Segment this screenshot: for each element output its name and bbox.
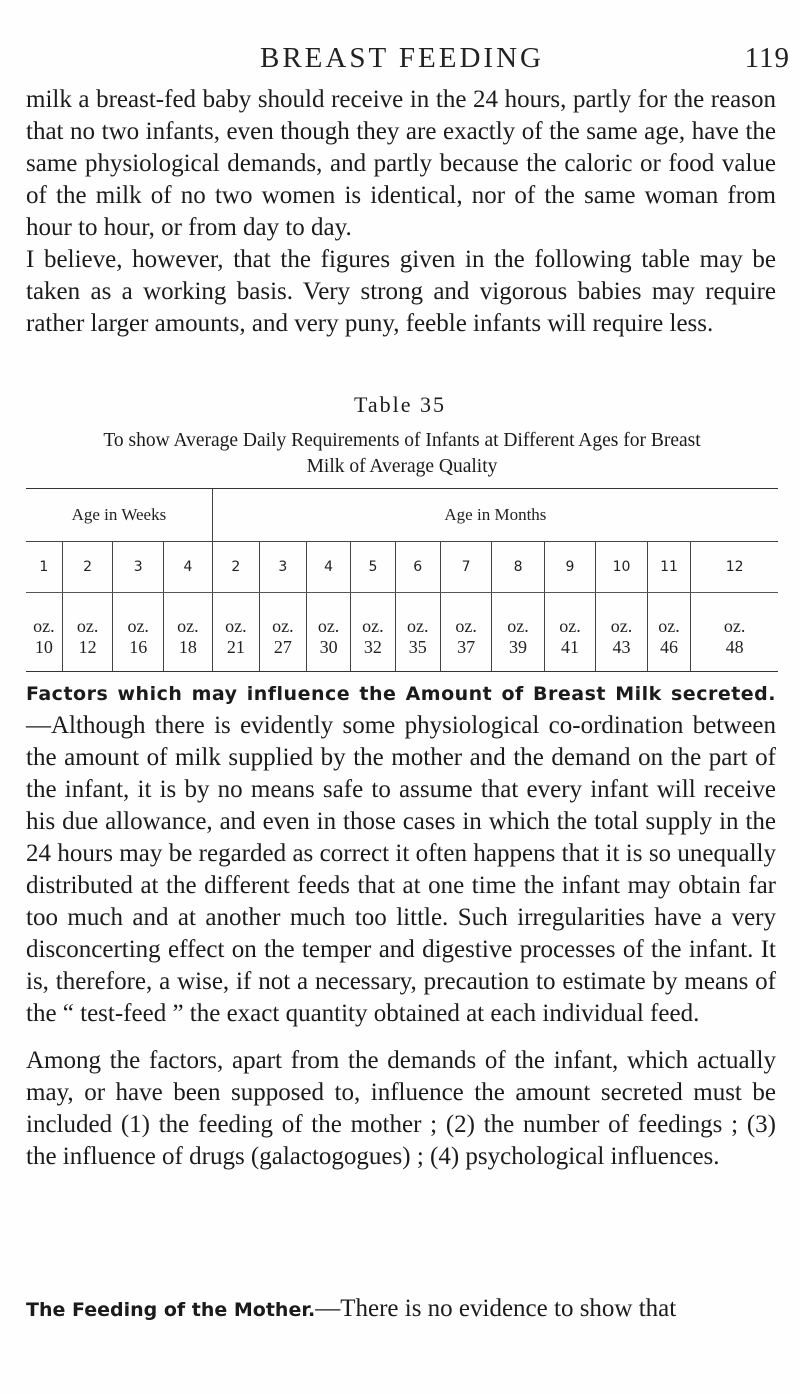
age-week-cell: 1 — [26, 542, 62, 593]
unit-cell: oz. — [306, 593, 350, 638]
unit-cell: oz. — [691, 593, 778, 638]
value-cell: 16 — [113, 637, 164, 672]
table-caption-line: To show Average Daily Requirements of Infants at Different Ages for Breast — [103, 430, 701, 451]
factors-list-section — [26, 1045, 776, 1173]
value-cell: 27 — [259, 637, 306, 672]
requirements-table — [26, 488, 778, 672]
value-cell: 32 — [351, 637, 395, 672]
age-week-cell: 3 — [113, 542, 164, 593]
age-month-cell: 10 — [596, 542, 648, 593]
unit-cell: oz. — [492, 593, 544, 638]
age-month-cell: 5 — [351, 542, 395, 593]
value-cell: 12 — [62, 637, 113, 672]
running-head — [260, 42, 790, 78]
value-cell: 48 — [691, 637, 778, 672]
factors-paragraph — [26, 677, 776, 1030]
unit-cell: oz. — [113, 593, 164, 638]
unit-cell: oz. — [62, 593, 113, 638]
unit-cell: oz. — [544, 593, 596, 638]
age-number-row — [26, 542, 778, 593]
factors-list-paragraph: Among the factors, apart from the demands of the infant, which actually may, or have been supposed to, influence the amount secreted must be included (1) the feeding of the mother ; (2) the number of feedings ; (3) the influence of drugs (galactogogues) ; (4) psychological influences. — [26, 1047, 776, 1170]
value-cell: 46 — [647, 637, 690, 672]
unit-cell: oz. — [164, 593, 213, 638]
group-header-weeks: Age in Weeks — [26, 489, 212, 542]
value-cell: 10 — [26, 637, 62, 672]
age-month-cell: 2 — [212, 542, 259, 593]
value-cell: 41 — [544, 637, 596, 672]
factors-section — [26, 677, 776, 1030]
value-cell: 21 — [212, 637, 259, 672]
mother-section — [26, 1268, 776, 1351]
factors-heading: Factors which may influence the Amount of Breast Milk secreted. — [26, 683, 776, 705]
value-cell: 39 — [492, 637, 544, 672]
intro-paragraphs — [26, 84, 776, 340]
age-month-cell: 6 — [395, 542, 440, 593]
table-caption — [26, 428, 778, 480]
age-month-cell: 7 — [440, 542, 492, 593]
value-row — [26, 637, 778, 672]
table-title: Table 35 — [353, 392, 447, 417]
value-cell: 35 — [395, 637, 440, 672]
unit-cell: oz. — [212, 593, 259, 638]
factors-body: —Although there is evidently some physiological co-ordination between the amount of milk supplied by the mother and the demand on the part of the infant, it is by no means safe to assume that every infant will receive his due allowance, and even in those cases in which the total supply in the 24 hours may be regarded as correct it often happens that it is so unequally distributed at the different feeds that at one time the infant may obtain far too much and at another much too little. Such irregularities have a very disconcerting effect on the temper and digestive processes of the infant. It is, therefore, a wise, if not a necessary, precaution to estimate by means of the “ test-feed ” the exact quantity obtained at each individual feed. — [26, 712, 776, 1027]
age-month-cell: 8 — [492, 542, 544, 593]
unit-row — [26, 593, 778, 638]
unit-cell: oz. — [596, 593, 648, 638]
age-week-cell: 4 — [164, 542, 213, 593]
value-cell: 18 — [164, 637, 213, 672]
value-cell: 37 — [440, 637, 492, 672]
mother-body: —There is no evidence to show that — [315, 1295, 677, 1322]
unit-cell: oz. — [351, 593, 395, 638]
age-month-cell: 9 — [544, 542, 596, 593]
running-title: BREAST FEEDING — [260, 42, 544, 74]
age-month-cell: 3 — [259, 542, 306, 593]
unit-cell: oz. — [440, 593, 492, 638]
value-cell: 30 — [306, 637, 350, 672]
unit-cell: oz. — [259, 593, 306, 638]
value-cell: 43 — [596, 637, 648, 672]
table-group-header-row — [26, 489, 778, 542]
unit-cell: oz. — [395, 593, 440, 638]
age-month-cell: 4 — [306, 542, 350, 593]
age-week-cell: 2 — [62, 542, 113, 593]
paragraph-continuation: milk a breast-fed baby should receive in the 24 hours, partly for the reason that no two infants, even though they are exactly of the same age, have the same physiological demands, and partly because the caloric or food value of the milk of no two women is identical, nor of the same woman from hour to hour, or from day to day. — [26, 86, 776, 241]
unit-cell: oz. — [33, 616, 55, 636]
page-number: 119 — [744, 42, 790, 74]
table-caption-line: Milk of Average Quality — [306, 456, 498, 477]
unit-cell: oz. — [647, 593, 690, 638]
mother-heading: The Feeding of the Mother. — [26, 1299, 316, 1321]
age-month-cell: 11 — [647, 542, 690, 593]
mother-paragraph — [26, 1293, 776, 1326]
paragraph-working-basis: I believe, however, that the figures given in the following table may be taken as a working basis. Very strong and vigorous babies may require rather larger amounts, and very puny, feeble infants will require less. — [26, 246, 776, 337]
age-month-cell: 12 — [691, 542, 778, 593]
group-header-months: Age in Months — [212, 489, 778, 542]
